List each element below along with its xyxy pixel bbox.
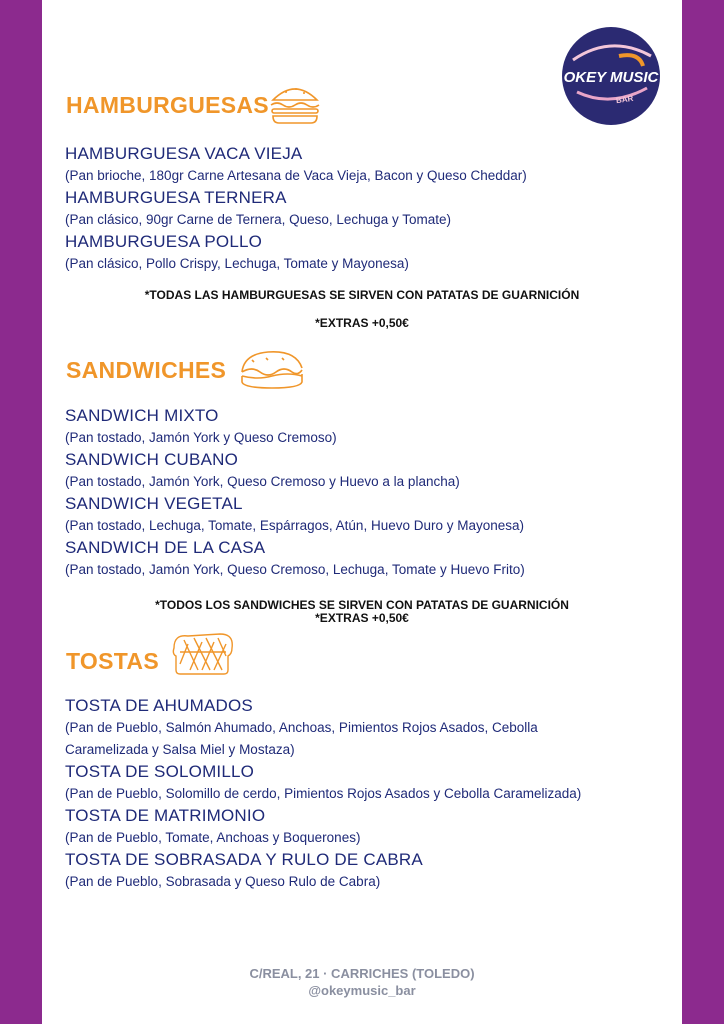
item-desc: (Pan de Pueblo, Sobrasada y Queso Rulo de Cabra) bbox=[65, 874, 381, 889]
item-desc: (Pan tostado, Lechuga, Tomate, Espárragos, Atún, Huevo Duro y Mayonesa) bbox=[65, 518, 525, 533]
toast-icon bbox=[168, 630, 238, 678]
item-name: SANDWICH VEGETAL bbox=[65, 494, 243, 513]
section-title-sandwiches: SANDWICHES bbox=[66, 357, 227, 383]
sandwiches-note: *TODOS LOS SANDWICHES SE SIRVEN CON PATATAS DE GUARNICIÓN bbox=[155, 598, 569, 612]
footer-social: @okeymusic_bar bbox=[308, 983, 416, 998]
item-desc: (Pan tostado, Jamón York, Queso Cremoso y Huevo a la plancha) bbox=[65, 474, 460, 489]
sandwich-icon bbox=[238, 346, 306, 392]
item-name: TOSTA DE SOBRASADA Y RULO DE CABRA bbox=[65, 850, 423, 869]
section-title-hamburguesas: HAMBURGUESAS bbox=[66, 92, 269, 118]
item-desc: (Pan clásico, 90gr Carne de Ternera, Queso, Lechuga y Tomate) bbox=[65, 212, 451, 227]
okey-music-logo bbox=[559, 26, 663, 126]
hamburguesas-note: *TODAS LAS HAMBURGUESAS SE SIRVEN CON PATATAS DE GUARNICIÓN bbox=[144, 288, 580, 302]
item-name: SANDWICH DE LA CASA bbox=[65, 538, 266, 557]
sandwiches-extras: *EXTRAS +0,50€ bbox=[315, 611, 409, 625]
item-name: HAMBURGUESA VACA VIEJA bbox=[65, 144, 303, 163]
item-desc: (Pan de Pueblo, Salmón Ahumado, Anchoas, Pimientos Rojos Asados, Cebolla Caramelizada y Salsa Miel y Mostaza) bbox=[65, 720, 538, 757]
item-name: TOSTA DE AHUMADOS bbox=[65, 696, 253, 715]
sandwiches-list bbox=[65, 405, 665, 581]
item-name: HAMBURGUESA POLLO bbox=[65, 232, 263, 251]
burger-icon bbox=[267, 80, 323, 126]
hamburguesas-list bbox=[65, 143, 665, 275]
item-name: TOSTA DE MATRIMONIO bbox=[65, 806, 266, 825]
item-desc: (Pan tostado, Jamón York, Queso Cremoso, Lechuga, Tomate y Huevo Frito) bbox=[65, 562, 525, 577]
item-desc: (Pan brioche, 180gr Carne Artesana de Vaca Vieja, Bacon y Queso Cheddar) bbox=[65, 168, 527, 183]
item-name: TOSTA DE SOLOMILLO bbox=[65, 762, 255, 781]
item-desc: (Pan de Pueblo, Tomate, Anchoas y Boquerones) bbox=[65, 830, 361, 845]
item-name: HAMBURGUESA TERNERA bbox=[65, 188, 287, 207]
menu-page bbox=[42, 0, 682, 1024]
item-desc: (Pan de Pueblo, Solomillo de cerdo, Pimientos Rojos Asados y Cebolla Caramelizada) bbox=[65, 786, 582, 801]
logo-text: OKEY MUSIC bbox=[563, 69, 659, 86]
item-name: SANDWICH MIXTO bbox=[65, 406, 219, 425]
footer-address: C/REAL, 21 · CARRICHES (TOLEDO) bbox=[249, 966, 475, 981]
tostas-list bbox=[65, 695, 585, 893]
item-desc: (Pan clásico, Pollo Crispy, Lechuga, Tomate y Mayonesa) bbox=[65, 256, 409, 271]
logo-subtext: BAR bbox=[615, 93, 634, 106]
hamburguesas-extras: *EXTRAS +0,50€ bbox=[315, 316, 409, 330]
item-name: SANDWICH CUBANO bbox=[65, 450, 239, 469]
section-title-tostas: TOSTAS bbox=[66, 648, 159, 674]
item-desc: (Pan tostado, Jamón York y Queso Cremoso) bbox=[65, 430, 337, 445]
